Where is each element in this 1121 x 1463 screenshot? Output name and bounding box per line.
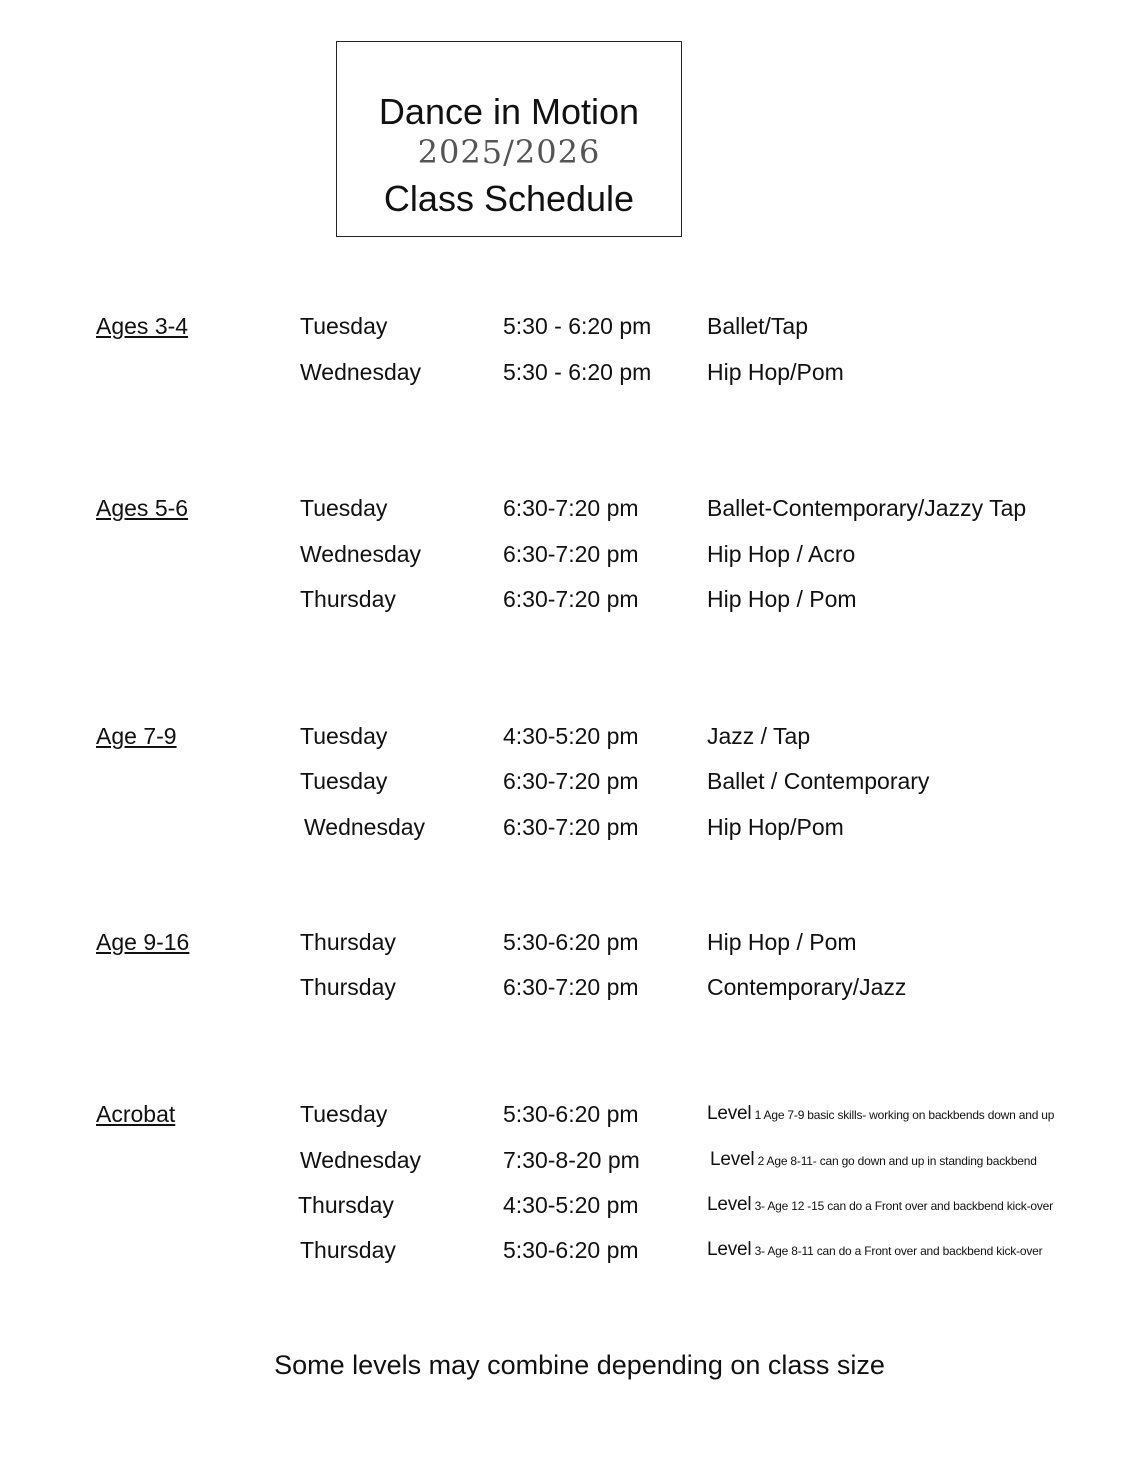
class-level [707,1099,1054,1130]
class-level [707,1190,1053,1221]
class-day: Tuesday [300,313,388,339]
class-name: Ballet / Contemporary [707,768,930,794]
level-number: 2 [757,1154,765,1168]
class-name: Jazz / Tap [707,723,811,749]
class-time: 6:30-7:20 pm [503,586,639,612]
class-day: Wednesday [304,814,426,840]
class-day: Wednesday [300,1147,422,1173]
class-name: Hip Hop / Pom [707,929,857,955]
class-day: Thursday [300,974,396,1000]
age-group-label: Ages 5-6 [96,495,189,521]
class-day: Tuesday [300,495,388,521]
level-number: 3- [754,1199,765,1213]
level-detail: Age 8-11- can go down and up in standing backbend [766,1154,1037,1168]
class-day: Wednesday [300,359,422,385]
class-name: Hip Hop/Pom [707,814,844,840]
class-name: Hip Hop/Pom [707,359,844,385]
class-level [707,1235,1042,1266]
level-word: Level [710,1149,755,1170]
age-group-label: Age 9-16 [96,929,190,955]
class-time: 5:30-6:20 pm [503,1237,639,1263]
level-detail: Age 12 -15 can do a Front over and backbend kick-over [767,1199,1053,1213]
class-day: Wednesday [300,541,422,567]
class-day: Thursday [300,929,396,955]
class-day: Tuesday [300,1101,388,1127]
class-name: Hip Hop / Acro [707,541,856,567]
footnote: Some levels may combine depending on class size [274,1350,885,1380]
level-detail: Age 7-9 basic skills- working on backbends down and up [763,1108,1055,1122]
class-day: Tuesday [300,723,388,749]
class-time: 4:30-5:20 pm [503,723,639,749]
level-number: 3- [754,1244,765,1258]
class-name: Ballet/Tap [707,313,809,339]
class-time: 5:30-6:20 pm [503,1101,639,1127]
class-name: Hip Hop / Pom [707,586,857,612]
class-time: 5:30-6:20 pm [503,929,639,955]
class-day: Thursday [300,1237,396,1263]
studio-name: Dance in Motion [378,91,640,132]
level-word: Level [707,1194,752,1215]
class-level [710,1145,1037,1176]
class-day: Thursday [298,1192,394,1218]
level-word: Level [707,1103,752,1124]
class-day: Tuesday [300,768,388,794]
class-name: Ballet-Contemporary/Jazzy Tap [707,495,1027,521]
class-time: 5:30 - 6:20 pm [503,313,652,339]
class-time: 6:30-7:20 pm [503,541,639,567]
class-time: 6:30-7:20 pm [503,814,639,840]
level-word: Level [707,1239,752,1260]
season-year: 2025/2026 [417,133,601,171]
class-time: 7:30-8-20 pm [503,1147,640,1173]
class-time: 4:30-5:20 pm [503,1192,639,1218]
class-time: 6:30-7:20 pm [503,495,639,521]
age-group-label: Age 7-9 [96,723,177,749]
class-time: 6:30-7:20 pm [503,974,639,1000]
class-time: 5:30 - 6:20 pm [503,359,652,385]
level-detail: Age 8-11 can do a Front over and backbend kick-over [767,1244,1043,1258]
class-name: Contemporary/Jazz [707,974,907,1000]
schedule-title: Class Schedule [383,178,635,219]
class-day: Thursday [300,586,396,612]
age-group-label: Ages 3-4 [96,313,189,339]
title-box [336,41,682,237]
class-time: 6:30-7:20 pm [503,768,639,794]
level-number: 1 [754,1108,762,1122]
age-group-label: Acrobat [96,1101,176,1127]
